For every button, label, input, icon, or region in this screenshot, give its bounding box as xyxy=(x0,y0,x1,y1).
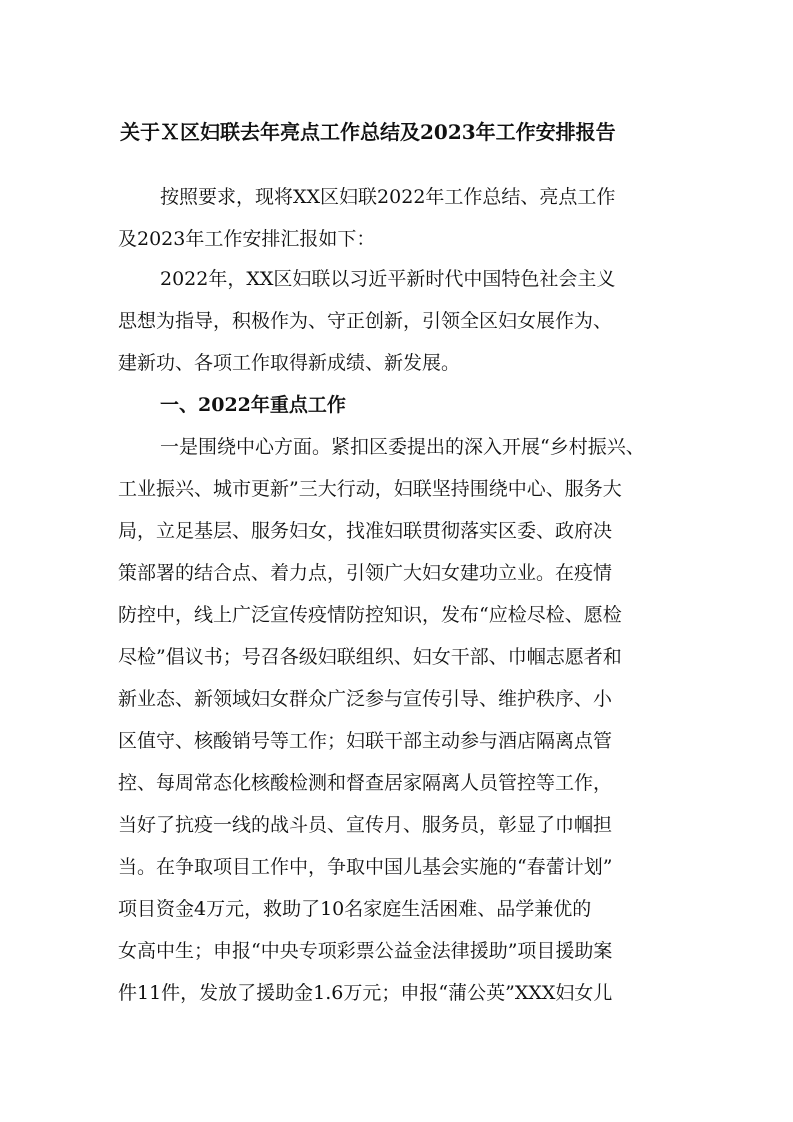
paragraph-line: 控、每周常态化核酸检测和督查居家隔离人员管控等工作， xyxy=(118,772,613,794)
paragraph-line: 局，立足基层、服务妇女，找准妇联贯彻落实区委、政府决 xyxy=(118,520,613,542)
paragraph-line: 女高中生；申报“中央专项彩票公益金法律援助”项目援助案 xyxy=(118,940,613,962)
paragraph-line: 防控中，线上广泛宣传疫情防控知识，发布“应检尽检、愿检 xyxy=(118,604,622,626)
paragraph-line: 当。在争取项目工作中，争取中国儿基会实施的“春蕾计划” xyxy=(118,856,613,878)
section-heading: 一、2022年重点工作 xyxy=(160,394,346,416)
paragraph-line: 一是围绕中心方面。紧扣区委提出的深入开展“乡村振兴、 xyxy=(160,436,645,458)
paragraph-line: 及2023年工作安排汇报如下： xyxy=(118,228,376,250)
paragraph-line: 件11件，发放了援助金1.6万元；申报“蒲公英”XXX妇女儿 xyxy=(118,982,613,1004)
paragraph-line: 区值守、核酸销号等工作；妇联干部主动参与酒店隔离点管 xyxy=(118,730,613,752)
paragraph-line: 工业振兴、城市更新”三大行动，妇联坚持围绕中心、服务大 xyxy=(118,478,622,500)
paragraph-line: 策部署的结合点、着力点，引领广大妇女建功立业。在疫情 xyxy=(118,562,613,584)
paragraph-line: 项目资金4万元，救助了10名家庭生活困难、品学兼优的 xyxy=(118,898,592,920)
document-title: 关于Ｘ区妇联去年亮点工作总结及2023年工作安排报告 xyxy=(120,120,616,144)
paragraph-line: 按照要求，现将XX区妇联2022年工作总结、亮点工作 xyxy=(160,186,616,208)
paragraph-line: 思想为指导，积极作为、守正创新，引领全区妇女展作为、 xyxy=(118,310,613,332)
paragraph-line: 尽检”倡议书；号召各级妇联组织、妇女干部、巾帼志愿者和 xyxy=(118,646,622,668)
paragraph-line: 新业态、新领域妇女群众广泛参与宣传引导、维护秩序、小 xyxy=(118,688,613,710)
paragraph-line: 建新功、各项工作取得新成绩、新发展。 xyxy=(118,352,461,374)
paragraph-line: 当好了抗疫一线的战斗员、宣传月、服务员，彰显了巾帼担 xyxy=(118,814,613,836)
paragraph-line: 2022年，XX区妇联以习近平新时代中国特色社会主义 xyxy=(160,268,616,290)
